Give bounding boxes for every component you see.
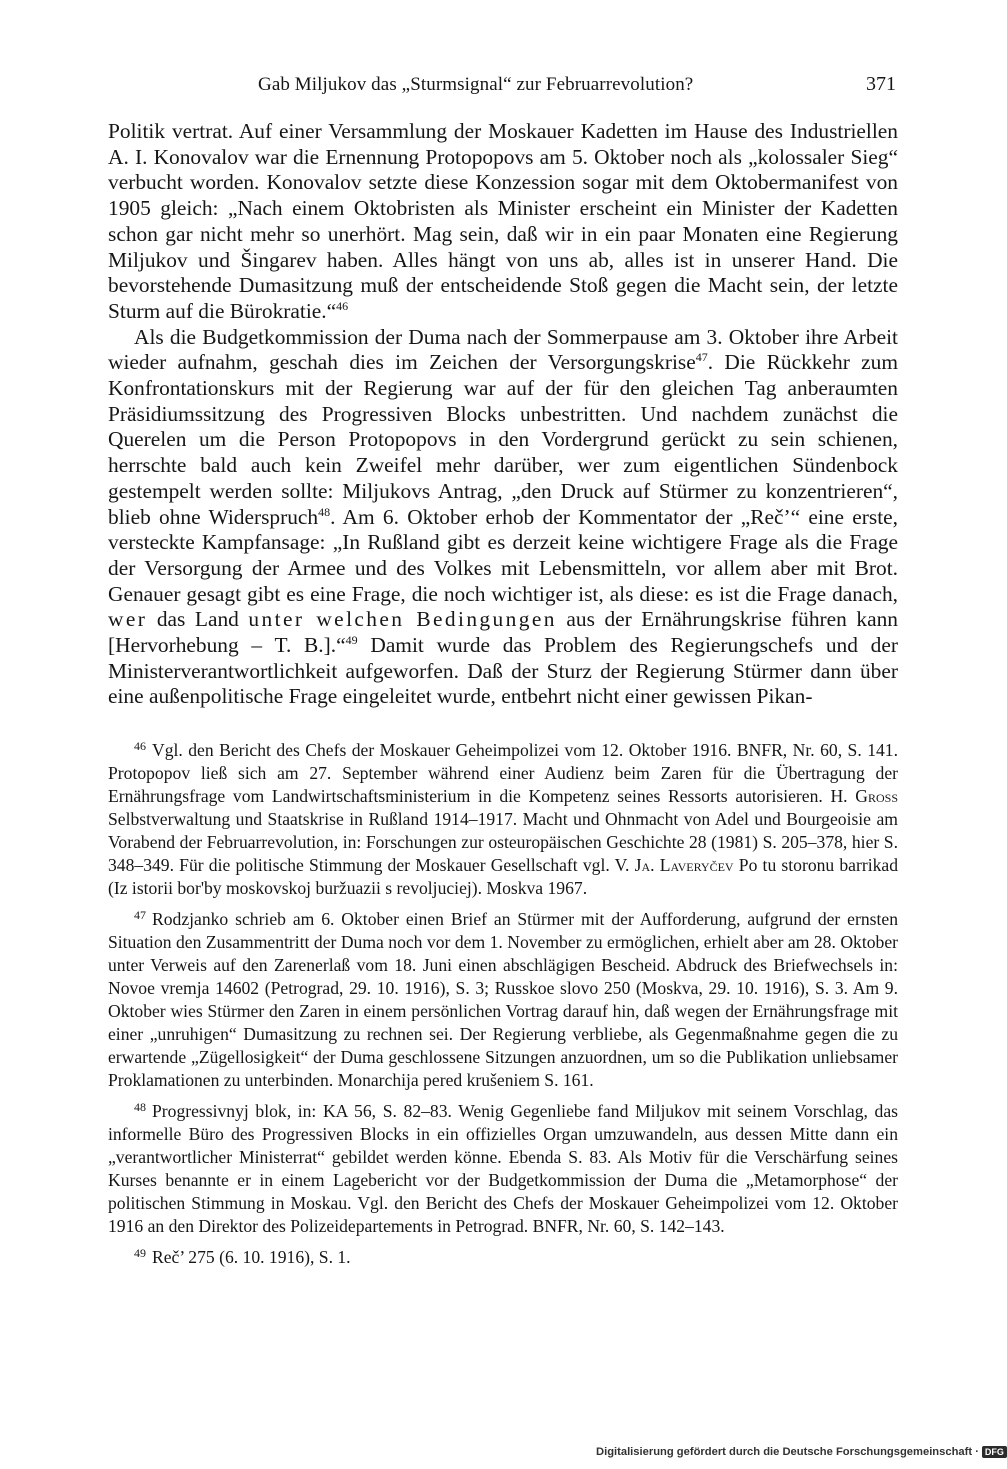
footnote-48-text: Progressivnyj blok, in: KA 56, S. 82–83. Wenig Gegenliebe fand Miljukov mit seinem Vorschlag, das informelle Büro des Progressiven Blocks in ein offizielles Organ umzuwandeln, aus dessen Mitte dann ein „verantwortlicher Ministerrat“ gebildet werden könne. Ebenda S. 83. Als Motiv für die Verschärfung seines Kurses benannte er in einem Lagebericht vor der Budgetkommission der Duma die „Metamorphose“ der politischen Stimmung in Moskau. Vgl. den Bericht des Chefs der Moskauer Geheimpolizei vom 12. Oktober 1916 an den Direktor des Polizeidepartements in Petrograd. BNFR, Nr. 60, S. 142–143. (108, 1101, 898, 1236)
footnote-46 (108, 735, 898, 900)
emphasis-wer: wer (108, 607, 148, 632)
footnote-49 (108, 1242, 898, 1269)
paragraph-2-text-f: Damit wurde das Problem des Regierungschefs und der Ministerverantwortlichkeit aufgeworfen. Daß der Sturz der Regierung Stürmer dann über eine außenpolitische Frage eingeleitet wurde, entbehrt nicht einer gewissen Pikan- (108, 633, 898, 709)
footnote-49-number: 49 (134, 1246, 146, 1260)
footnote-46-text-c: Po tu storonu barrikad (Iz istorii bor'by moskovskoj buržuazii s revoljuciej). Moskva 1967. (108, 855, 899, 898)
paragraph-1-text: Politik vertrat. Auf einer Versammlung der Moskauer Kadetten im Hause des Industriellen A. I. Konovalov war die Ernennung Protopopovs am 5. Oktober noch als „kolossaler Sieg“ verbucht worden. Konovalov setzte diese Konzession sogar mit dem Oktobermanifest von 1905 gleich: „Nach einem Oktobristen als Minister erscheint ein Minister der Kadetten schon gar nicht mehr so unerhört. Mag sein, daß wir in ein paar Monaten eine Regierung Miljukov und Šingarev haben. Alles hängt von uns ab, alles ist in unserer Hand. Die bevorstehende Dumasitzung muß der entscheidende Stoß gegen die Macht sein, der letzte Sturm auf die Bürokratie.“ (108, 119, 898, 323)
funding-note-text: Digitalisierung gefördert durch die Deutsche Forschungsgemeinschaft · (596, 1446, 979, 1458)
funding-note (596, 1446, 1004, 1458)
paragraph-2-text-d: das Land (156, 607, 239, 632)
footnote-46-number: 46 (134, 739, 146, 753)
dfg-logo: DFG (982, 1446, 1007, 1458)
footnote-47-text: Rodzjanko schrieb am 6. Oktober einen Brief an Stürmer mit der Aufforderung, aufgrund der ernsten Situation den Zusammentritt der Duma noch vor dem 1. November zu ermöglichen, erhielt aber am 28. Oktober unter Verweis auf den Zarenerlaß vom 18. Juni einen abschlägigen Bescheid. Abdruck des Briefwechsels in: Novoe vremja 14602 (Petrograd, 29. 10. 1916), S. 3; Russkoe slovo 250 (Moskva, 29. 10. 1916), S. 3. Am 9. Oktober wies Stürmer den Zaren in einem persönlichen Vortrag darauf hin, daß wegen der Ernährungsfrage mit einer „unruhigen“ Dumasitzung zu rechnen sei. Der Regierung verbliebe, als Gegenmaßnahme gegen die zu erwartende „Zügellosigkeit“ der Duma geschlossene Sitzungen anzuordnen, um so die Publikation unliebsamer Proklamationen zu unterbinden. Monarchija pered krušeniem S. 161. (108, 909, 898, 1090)
author-laverycev: Ja. Laveryčev (634, 855, 734, 875)
paragraph-2-text-e: aus der Ernährungskrise führen kann [Hervorhebung – T. B.].“ (108, 607, 898, 658)
footnote-46-text-a: Vgl. den Bericht des Chefs der Moskauer Geheimpolizei vom 12. Oktober 1916. BNFR, Nr. 60, S. 141. Protopopov ließ sich am 27. September während einer Audienz beim Zaren für die Übertragung der Ernährungsfrage vom Landwirtschaftsministerium in die Kompetenz seines Ressorts autorisieren. H. (108, 740, 898, 806)
emphasis-unter-welchen-bedingungen: unter welchen Bedingungen (248, 607, 557, 632)
paragraph-2-text-c: . Am 6. Oktober erhob der Kommentator der „Reč’“ eine erste, versteckte Kampfansage: „In Rußland gibt es derzeit keine wichtigere Frage als die Frage der Versorgung der Armee und des Volkes mit Lebensmitteln, vor allem aber mit Brot. Genauer gesagt gibt es eine Frage, die noch wichtiger ist, als diese: es ist die Frage danach, (108, 504, 898, 606)
footnote-46-text-b: Selbstverwaltung und Staatskrise in Rußland 1914–1917. Macht und Ohnmacht von Adel und Bourgeoisie am Vorabend der Februarrevolution, in: Forschungen zur osteuropäischen Geschichte 28 (1981) S. 205–378, hier S. 348–349. Für die politische Stimmung der Moskauer Gesellschaft vgl. V. (108, 809, 898, 875)
footnote-48 (108, 1096, 898, 1238)
footnote-47-number: 47 (134, 908, 146, 922)
footnote-ref-48[interactable]: 48 (318, 504, 331, 519)
paragraph-2-text-b: . Die Rückkehr zum Konfrontationskurs mit der Regierung war auf der für den gleichen Tag anberaumten Präsidiumssitzung des Progressiven Blocks unbestritten. Und nachdem zunächst die Querelen um die Person Protopopovs in den Vordergrund gerückt zu sein schienen, herrschte bald auch kein Zweifel mehr darüber, wer zum eigentlichen Sündenbock gestempelt werden sollte: Miljukovs Antrag, „den Druck auf Stürmer zu konzentrieren“, blieb ohne Widerspruch (108, 350, 898, 529)
running-title: Gab Miljukov das „Sturmsignal“ zur Februarrevolution? (258, 74, 694, 95)
footnotes (108, 735, 898, 1273)
page-number: 371 (866, 73, 896, 95)
paragraph-2-text-a: Als die Budgetkommission der Duma nach der Sommerpause am 3. Oktober ihre Arbeit wieder aufnahm, geschah dies im Zeichen der Versorgungskrise (108, 324, 898, 375)
author-gross: Gross (855, 786, 898, 806)
main-text (108, 119, 898, 710)
paragraph-1 (108, 119, 898, 325)
footnote-ref-47[interactable]: 47 (695, 350, 708, 365)
footnote-ref-46[interactable]: 46 (336, 298, 349, 313)
footnote-48-number: 48 (134, 1100, 146, 1114)
footnote-47 (108, 904, 898, 1092)
footnote-ref-49[interactable]: 49 (345, 633, 358, 648)
paragraph-2 (108, 325, 898, 711)
footnote-49-text: Reč’ 275 (6. 10. 1916), S. 1. (152, 1247, 351, 1267)
